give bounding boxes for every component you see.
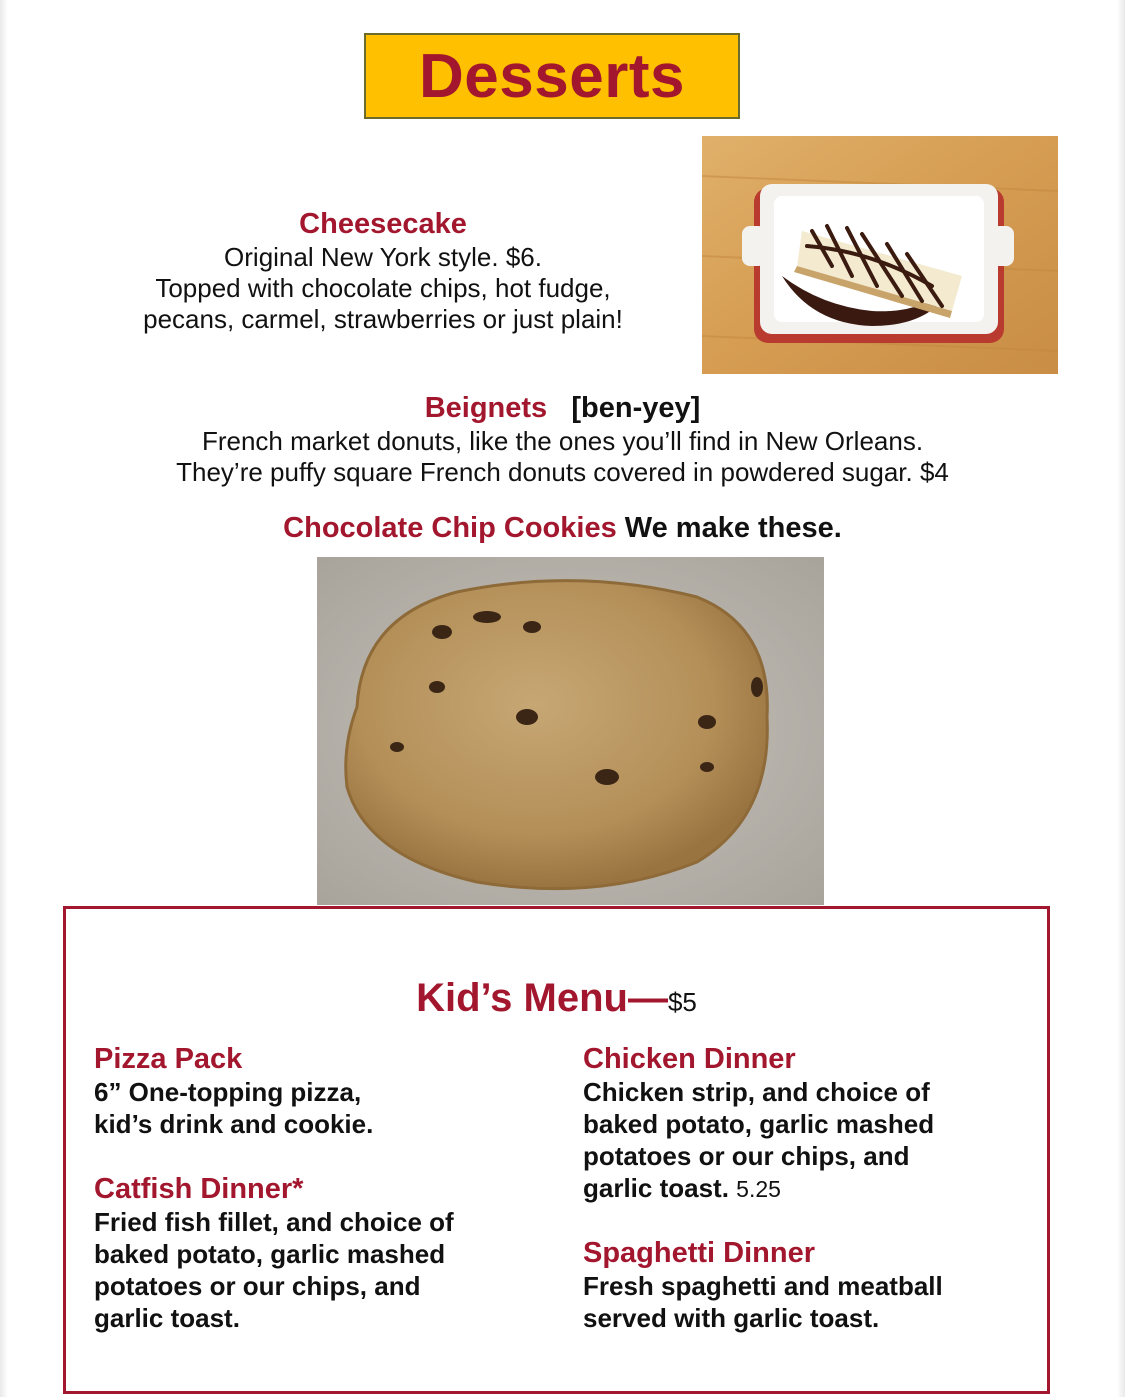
desserts-title-box [364,33,740,119]
beignets-pronunciation: [ben-yey] [571,392,701,424]
kids-menu-box [63,906,1050,1394]
page-edge-right [1117,0,1125,1397]
kid-item-name: Chicken Dinner [583,1043,796,1075]
beignets-desc-line: French market donuts, like the ones you’ll find in New Orleans. [201,426,924,456]
kid-item-desc-line: baked potato, garlic mashed [583,1109,935,1139]
kid-item-desc-line: kid’s drink and cookie. [94,1109,374,1139]
page-title: Desserts [419,41,685,111]
cookies-note: We make these. [624,512,842,544]
kids-menu-title [66,975,1047,1025]
cookie-photo [317,557,824,905]
kid-item-catfish-dinner [94,1172,454,1334]
kid-item-desc-line: garlic toast. [94,1303,240,1333]
kid-item-desc-line: 6” One-topping pizza, [94,1077,362,1107]
cheesecake-title: Cheesecake [299,208,467,240]
kid-item-spaghetti-dinner [583,1236,943,1334]
cheesecake-desc-line: Original New York style. $6. [224,242,542,272]
cheesecake-desc-line: Topped with chocolate chips, hot fudge, [155,273,611,303]
kid-item-desc-text: garlic toast. [583,1173,729,1203]
page-edge-left [0,0,8,1397]
cookies-heading [40,510,1085,546]
cheesecake-desc-line: pecans, carmel, strawberries or just plain! [143,304,623,334]
kids-menu-title-text: Kid’s Menu— [416,976,668,1020]
beignets-desc-line: They’re puffy square French donuts covered in powdered sugar. $4 [176,457,949,487]
beignets-section [40,390,1085,488]
beignets-title: Beignets [424,392,548,424]
kid-item-desc-line: Fresh spaghetti and meatball [583,1271,943,1301]
kid-item-desc-line: served with garlic toast. [583,1303,880,1333]
cheesecake-photo [702,136,1058,374]
kid-item-name: Catfish Dinner* [94,1173,304,1205]
kid-item-desc-line: potatoes or our chips, and [583,1141,910,1171]
kid-item-desc-line: Chicken strip, and choice of [583,1077,930,1107]
kid-item-desc-line [583,1172,934,1205]
kid-item-desc-line: Fried fish fillet, and choice of [94,1207,454,1237]
kid-item-extra-price: 5.25 [736,1176,781,1202]
kid-item-chicken-dinner [583,1042,934,1205]
kids-menu-price: $5 [667,987,697,1017]
cheesecake-section [100,206,666,335]
kid-item-name: Pizza Pack [94,1043,243,1075]
kid-item-desc-line: baked potato, garlic mashed [94,1239,446,1269]
cookies-title: Chocolate Chip Cookies [283,512,617,544]
kid-item-name: Spaghetti Dinner [583,1237,816,1269]
kid-item-desc-line: potatoes or our chips, and [94,1271,421,1301]
kid-item-pizza-pack [94,1042,373,1140]
